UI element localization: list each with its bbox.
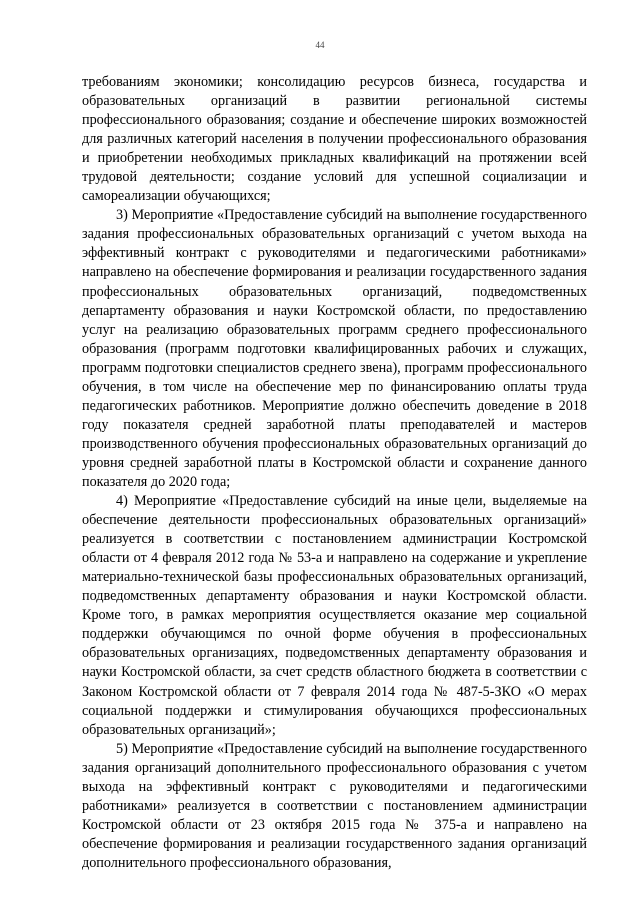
paragraph-continuation: требованиям экономики; консолидацию ресурсов бизнеса, государства и образовательных организаций в развитии региональной системы профессионального образования; создание и обеспечение широких возможностей для различных категорий населения в получении профессионального образования и приобретении необходимых прикладных квалификаций на протяжении всей трудовой деятельности; создание условий для успешной социализации и самореализации обучающихся; [82, 74, 587, 205]
paragraph-item-3: 3) Мероприятие «Предоставление субсидий на выполнение государственного задания профессиональных образовательных организаций с учетом выхода на эффективный контракт с руководителями и педагогическими работниками» направлено на обеспечение формирования и реализации государственного задания профессиональных образовательных организаций, подведомственных департаменту образования и науки Костромской области, по предоставлению услуг на реализацию образовательных программ среднего профессионального образования (программ подготовки квалифицированных рабочих и служащих, программ подготовки специалистов среднего звена), программ профессионального обучения, в том числе на обеспечение мер по финансированию оплаты труда педагогических работников. Мероприятие должно обеспечить доведение в 2018 году показателя средней заработной платы преподавателей и мастеров производственного обучения профессиональных образовательных организаций до уровня средней заработной платы в Костромской области и сохранение данного показателя до 2020 года; [82, 207, 587, 490]
paragraph-item-5: 5) Мероприятие «Предоставление субсидий на выполнение государственного задания организаций дополнительного профессионального образования с учетом выхода на эффективный контракт с руководителями и педагогическими работниками» реализуется в соответствии с постановлением администрации Костромской области от 23 октября 2015 года № 375-а и направлено на обеспечение формирования и реализации государственного задания организаций дополнительного профессионального образования, [82, 740, 587, 871]
page-number: 44 [315, 40, 325, 50]
paragraph-item-4: 4) Мероприятие «Предоставление субсидий на иные цели, выделяемые на обеспечение деятельности профессиональных образовательных организаций» реализуется в соответствии с постановлением администрации Костромской области от 4 февраля 2012 года № 53-а и направлено на содержание и укрепление материально-технической базы профессиональных образовательных организаций, подведомственных департаменту образования и науки Костромской области. Кроме того, в рамках мероприятия осуществляется оказание мер социальной поддержки обучающимся по очной форме обучения в профессиональных образовательных организациях, подведомственных департаменту образования и науки Костромской области, за счет средств областного бюджета в соответствии с Законом Костромской области от 7 февраля 2014 года № 487-5-ЗКО «О мерах социальной поддержки и стимулирования обучающихся профессиональных образовательных организаций»; [82, 493, 587, 738]
document-body [82, 73, 587, 873]
